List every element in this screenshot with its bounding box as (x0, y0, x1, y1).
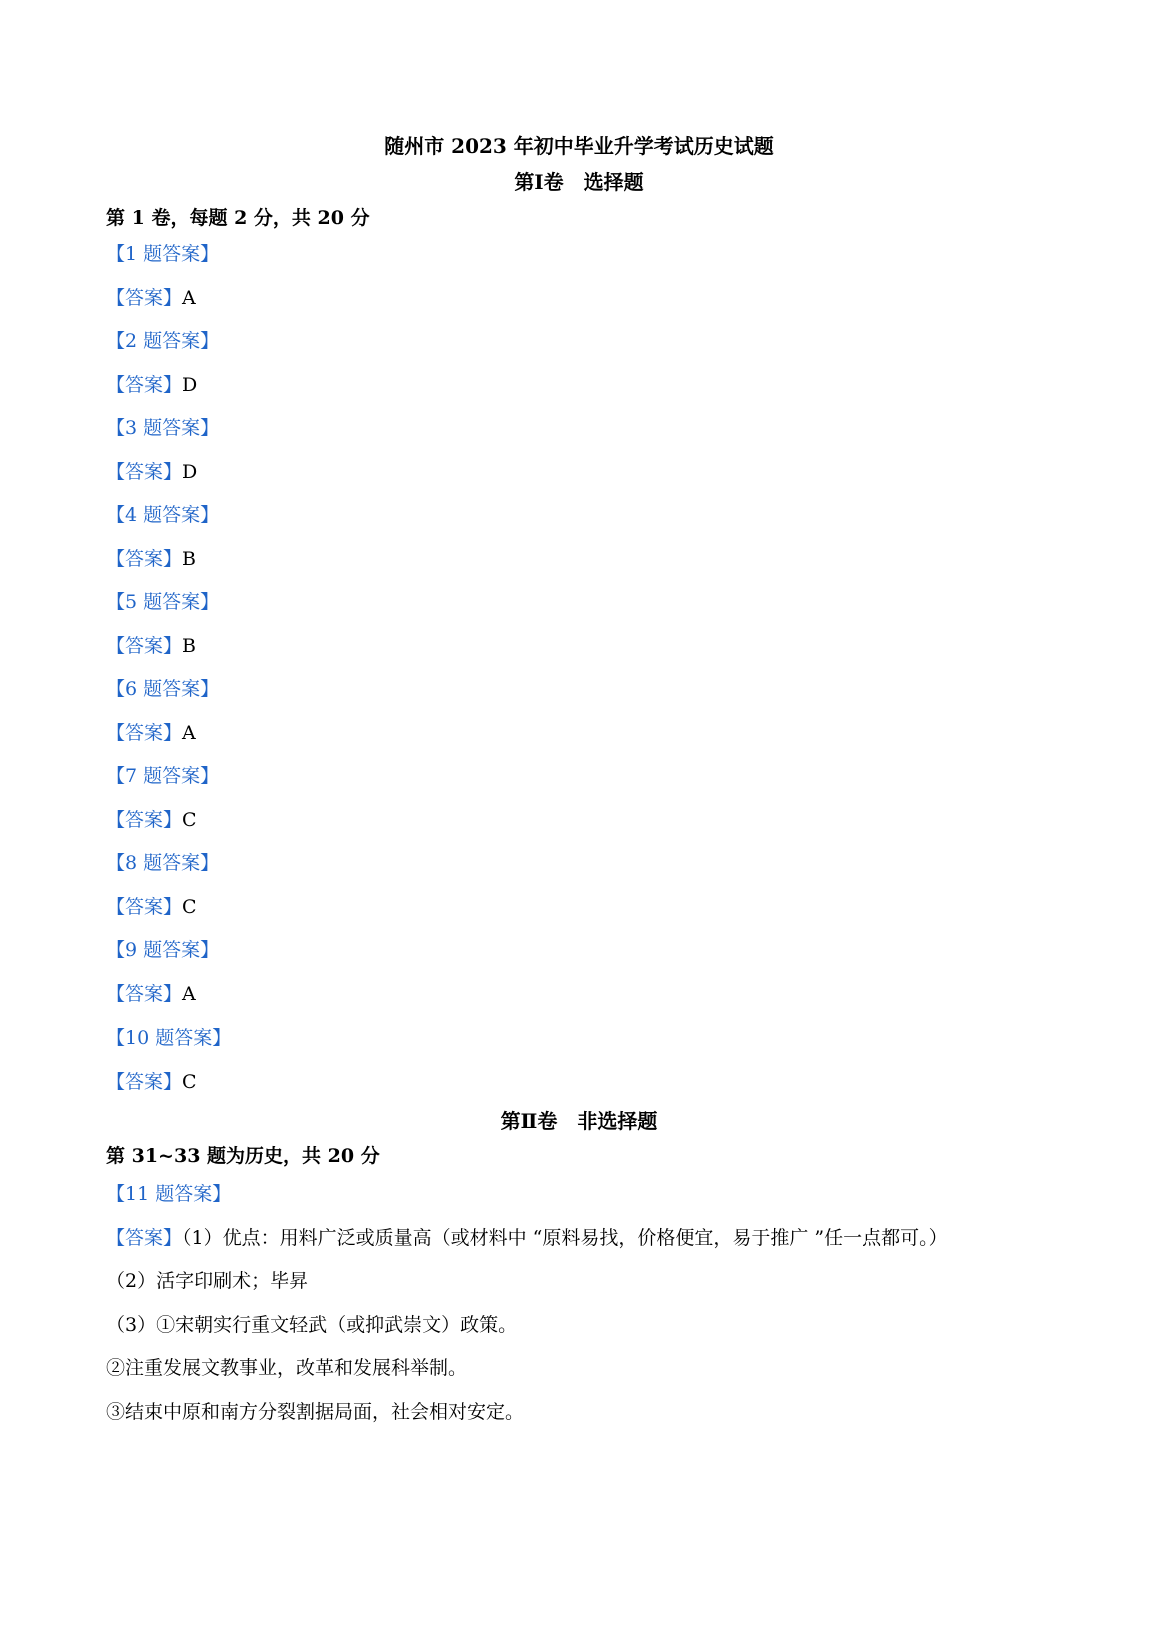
answer-value: A (182, 983, 196, 1005)
answer-tag: 【答案】 (106, 1071, 183, 1093)
question-heading: 【10 题答案】 (106, 1027, 232, 1049)
answer-line (106, 459, 197, 485)
answer-value: B (182, 635, 196, 657)
answer-line (106, 372, 197, 398)
question-heading: 【8 题答案】 (106, 852, 220, 874)
answer-line (106, 894, 197, 920)
exam-title: 随州市 2023 年初中毕业升学考试历史试题 (384, 134, 774, 158)
answer-line (106, 633, 196, 659)
answer-value: A (182, 722, 196, 744)
answer-tag: 【答案】 (106, 896, 183, 918)
answer-text: （1）优点：用料广泛或质量高（或材料中 “原料易找，价格便宜，易于推广 ”任一点都可。） (182, 1227, 948, 1249)
answer-line (106, 285, 196, 311)
question-heading: 【4 题答案】 (106, 504, 220, 526)
answer-value: C (182, 1071, 197, 1093)
answer-line (106, 981, 196, 1007)
answer-tag: 【答案】 (106, 548, 183, 570)
answer-text: （3）①宋朝实行重文轻武（或抑武崇文）政策。 (106, 1314, 518, 1336)
question-heading: 【3 题答案】 (106, 417, 220, 439)
answer-text: （2）活字印刷术；毕昇 (106, 1270, 309, 1292)
answer-line (106, 807, 197, 833)
question-heading: 【11 题答案】 (106, 1183, 232, 1205)
answer-line (106, 720, 196, 746)
question-heading: 【6 题答案】 (106, 678, 220, 700)
answer-tag: 【答案】 (106, 722, 183, 744)
question-heading: 【2 题答案】 (106, 330, 220, 352)
answer-value: A (182, 287, 196, 309)
answer-value: D (182, 461, 198, 483)
answer-text: ②注重发展文教事业，改革和发展科举制。 (106, 1357, 468, 1379)
part1-title: 第Ⅰ卷 选择题 (514, 170, 644, 194)
part1-note: 第 1 卷，每题 2 分，共 20 分 (106, 207, 370, 229)
answer-value: C (182, 809, 197, 831)
answer-value: B (182, 548, 196, 570)
answer-tag: 【答案】 (106, 635, 183, 657)
answer-tag: 【答案】 (106, 374, 183, 396)
answer-text: ③结束中原和南方分裂割据局面，社会相对安定。 (106, 1401, 525, 1423)
answer-value: D (182, 374, 198, 396)
answer-tag: 【答案】 (106, 809, 183, 831)
answer-line (106, 1069, 197, 1095)
part2-title: 第Ⅱ卷 非选择题 (500, 1109, 658, 1133)
question-heading: 【5 题答案】 (106, 591, 220, 613)
question-heading: 【9 题答案】 (106, 939, 220, 961)
answer-line (106, 1225, 948, 1251)
answer-tag: 【答案】 (106, 461, 183, 483)
answer-tag: 【答案】 (106, 1227, 183, 1249)
question-heading: 【1 题答案】 (106, 243, 220, 265)
answer-tag: 【答案】 (106, 983, 183, 1005)
question-heading: 【7 题答案】 (106, 765, 220, 787)
part2-note: 第 31~33 题为历史，共 20 分 (106, 1145, 380, 1167)
answer-tag: 【答案】 (106, 287, 183, 309)
answer-line (106, 546, 196, 572)
answer-value: C (182, 896, 197, 918)
